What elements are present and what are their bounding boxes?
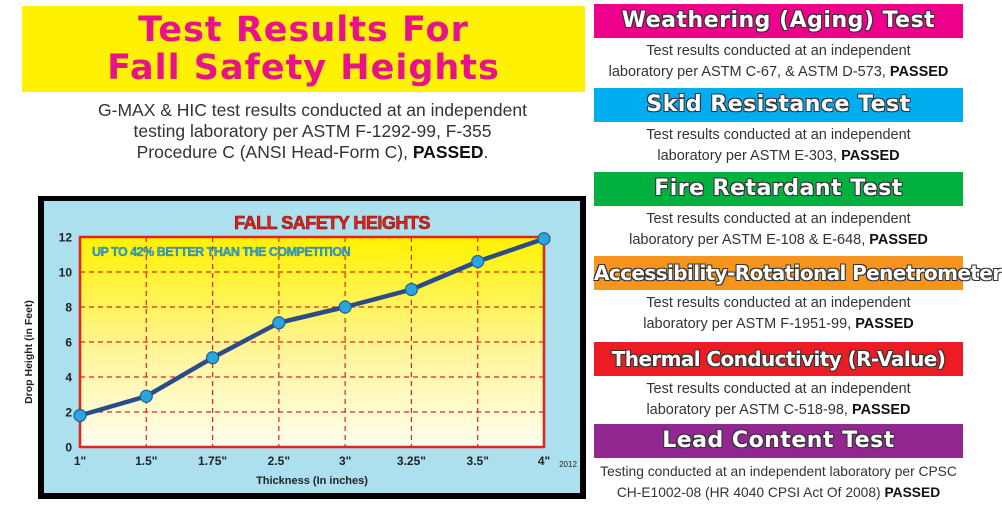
x-tick-label: 2.5" (267, 454, 291, 468)
test-line-2 (594, 482, 963, 503)
y-tick-label: 10 (58, 265, 72, 280)
data-point (74, 410, 86, 422)
test-line-2-text: laboratory per ASTM F-1951-99, (643, 316, 856, 332)
intro-passed: PASSED (412, 142, 484, 162)
y-tick-label: 6 (65, 335, 72, 350)
passed-label: PASSED (855, 316, 914, 332)
y-tick-label: 8 (65, 300, 72, 315)
test-line-2 (594, 146, 963, 167)
test-header-fire: Fire Retardant Test (594, 172, 963, 206)
year-label: 2012 (559, 460, 577, 469)
test-header-weathering: Weathering (Aging) Test (594, 4, 963, 38)
data-point (405, 284, 417, 296)
test-line-2 (594, 314, 963, 335)
test-line-2-text: laboratory per ASTM E-108 & E-648, (629, 232, 870, 248)
test-body-fire (594, 206, 963, 251)
test-line-1: Testing conducted at an independent laboratory per CPSC (600, 464, 957, 479)
test-weathering (594, 4, 963, 83)
test-header-thermal: Thermal Conductivity (R-Value) (594, 342, 963, 376)
y-tick-label: 12 (58, 230, 72, 245)
test-body-skid (594, 122, 963, 167)
x-tick-label: 1" (73, 454, 87, 468)
data-point (339, 301, 351, 313)
test-skid (594, 88, 963, 167)
passed-label: PASSED (889, 64, 949, 80)
title-line-1: Test Results For (138, 10, 469, 50)
passed-label: PASSED (884, 485, 941, 500)
test-thermal (594, 342, 963, 421)
x-tick-label: 1.75" (198, 454, 228, 468)
test-line-2-text: laboratory per ASTM C-67, & ASTM D-573, (608, 64, 890, 80)
x-axis-label: Thickness (In inches) (256, 475, 368, 487)
passed-label: PASSED (841, 148, 900, 164)
intro-line-1: G-MAX & HIC test results conducted at an independent (98, 100, 527, 120)
data-point (538, 233, 550, 245)
fall-safety-chart (23, 196, 586, 499)
test-lead (594, 424, 963, 503)
plot-area (80, 237, 544, 447)
test-header-accessibility: Accessibility-Rotational Penetrometer (594, 256, 963, 290)
intro-line-3 (40, 142, 585, 163)
test-header-lead: Lead Content Test (594, 424, 963, 458)
test-line-1: Test results conducted at an independent (646, 127, 911, 143)
intro-line-3-end: . (483, 142, 489, 162)
test-header-skid: Skid Resistance Test (594, 88, 963, 122)
chart-annotation: UP TO 42% BETTER THAN THE COMPETITION (92, 245, 351, 259)
test-line-2-text: CH-E1002-08 (HR 4040 CPSI Act Of 2008) (616, 485, 885, 500)
passed-label: PASSED (869, 232, 928, 248)
x-tick-label: 1.5" (135, 454, 158, 468)
data-point (273, 317, 285, 329)
test-line-1: Test results conducted at an independent (646, 295, 911, 311)
title-line-2: Fall Safety Heights (107, 48, 500, 88)
y-tick-label: 4 (65, 370, 72, 385)
passed-label: PASSED (851, 402, 911, 418)
test-body-weathering (594, 38, 963, 83)
test-line-2-text: laboratory per ASTM E-303, (657, 148, 842, 164)
test-accessibility (594, 256, 1002, 335)
x-tick-label: 4" (537, 454, 551, 468)
y-axis-label: Drop Height (in Feet) (23, 300, 35, 404)
y-tick-label: 2 (65, 405, 72, 420)
y-tick-label: 0 (65, 440, 72, 455)
test-line-2 (594, 230, 963, 251)
data-point (207, 352, 219, 364)
intro-text (40, 100, 585, 163)
x-tick-label: 3.25" (396, 454, 426, 468)
test-body-lead (594, 458, 963, 503)
chart-title: FALL SAFETY HEIGHTS (234, 213, 430, 233)
intro-line-2: testing laboratory per ASTM F-1292-99, F-355 (133, 121, 492, 141)
test-line-2 (594, 400, 963, 421)
data-point (472, 256, 484, 268)
test-fire (594, 172, 963, 251)
chart-frame (23, 196, 586, 499)
x-tick-label: 3" (338, 454, 352, 468)
test-line-1: Test results conducted at an independent (646, 211, 911, 227)
test-line-2 (594, 62, 963, 83)
x-tick-label: 3.5" (466, 454, 489, 468)
intro-line-3-text: Procedure C (ANSI Head-Form C), (136, 142, 413, 162)
test-body-thermal (594, 376, 963, 421)
data-point (140, 390, 152, 402)
test-line-2-text: laboratory per ASTM C-518-98, (646, 402, 852, 418)
test-line-1: Test results conducted at an independent (646, 381, 911, 397)
title-banner (22, 6, 585, 92)
test-line-1: Test results conducted at an independent (646, 43, 911, 59)
test-body-accessibility (594, 290, 963, 335)
